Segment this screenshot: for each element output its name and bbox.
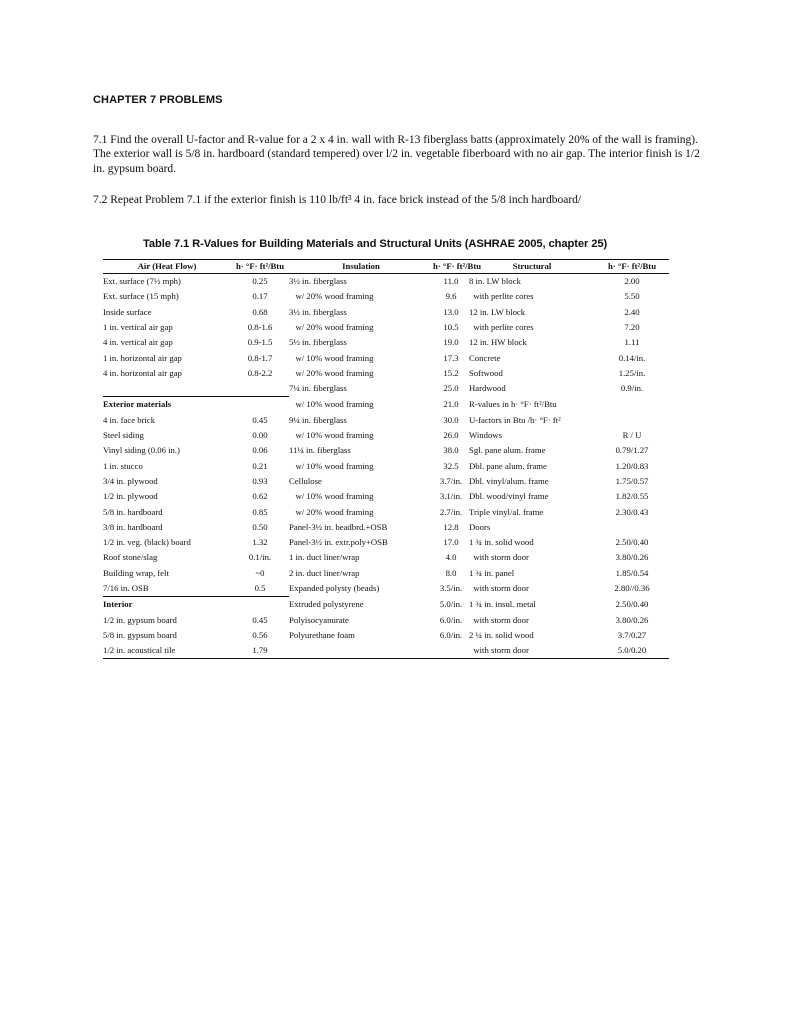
cell-structural-r-value: 2.40 <box>624 306 640 317</box>
cell-air-r-value: 0.68 <box>252 306 268 317</box>
cell-structural-r-value: 2.50/0.40 <box>615 537 649 548</box>
cell-air-material: 5/8 in. hardboard <box>103 506 163 517</box>
table-row <box>103 305 669 320</box>
cell-air-r-value: 0.00 <box>252 430 268 441</box>
header-insulation: Insulation <box>289 260 433 274</box>
cell-insulation-material: w/ 20% wood framing <box>289 291 374 302</box>
table-row <box>103 504 669 519</box>
cell-insulation-material: w/ 10% wood framing <box>289 352 374 363</box>
cell-air-r-value: 1.32 <box>252 537 268 548</box>
table-row <box>103 613 669 628</box>
header-r-unit-2: h· °F· ft²/Btu <box>433 260 469 274</box>
cell-insulation-r-value: 9.6 <box>445 291 457 302</box>
cell-insulation-material: w/ 20% wood framing <box>289 367 374 378</box>
cell-insulation-material: w/ 10% wood framing <box>289 491 374 502</box>
cell-structural-material: 2 ¼ in. solid wood <box>469 629 534 640</box>
cell-structural-material: Triple vinyl/al. frame <box>469 506 544 517</box>
cell-air-material: 1/2 in. acoustical tile <box>103 645 176 656</box>
cell-structural-r-value: 7.20 <box>624 321 640 332</box>
cell-air-r-value: 1.79 <box>252 645 268 656</box>
cell-insulation-r-value: 8.0 <box>445 567 457 578</box>
cell-insulation-material: w/ 20% wood framing <box>289 506 374 517</box>
cell-air-r-value: 0.5 <box>254 582 266 593</box>
cell-structural-r-value: 0.9/in. <box>620 383 644 394</box>
table-row <box>103 413 669 428</box>
cell-insulation-r-value: 3.1/in. <box>439 491 463 502</box>
cell-insulation-material: 3½ in. fiberglass <box>289 306 347 317</box>
header-r-unit-1: h· °F· ft²/Btu <box>231 260 289 274</box>
cell-structural-r-value: 3.80/0.26 <box>615 614 649 625</box>
cell-structural-r-value: 1.20/0.83 <box>615 460 649 471</box>
table-row <box>103 350 669 365</box>
cell-structural-r-value: 2.00 <box>624 276 640 287</box>
table-row <box>103 459 669 474</box>
table-row <box>103 320 669 335</box>
cell-insulation-r-value: 13.0 <box>443 306 459 317</box>
cell-air-r-value: 0.56 <box>252 629 268 640</box>
table-row <box>103 443 669 458</box>
cell-air-r-value: ~0 <box>255 567 265 578</box>
cell-insulation-r-value: 25.0 <box>443 383 459 394</box>
cell-insulation-material: 7¼ in. fiberglass <box>289 383 347 394</box>
cell-structural-material: Dbl. pane alum. frame <box>469 460 547 471</box>
cell-structural-material: with storm door <box>469 645 529 656</box>
cell-air-material: 3/8 in. hardboard <box>103 521 163 532</box>
cell-air-material: 1/2 in. gypsum board <box>103 614 177 625</box>
cell-air-r-value: 0.8-2.2 <box>247 367 273 378</box>
cell-structural-r-value <box>595 413 669 428</box>
cell-air-material: Exterior materials <box>103 397 231 413</box>
cell-air-material: 4 in. horizontal air gap <box>103 367 182 378</box>
cell-insulation-material: 9¼ in. fiberglass <box>289 414 347 425</box>
cell-structural-material: 1 ¾ in. panel <box>469 567 515 578</box>
cell-structural-material: Hardwood <box>469 383 506 394</box>
cell-air-r-value <box>231 381 289 397</box>
cell-structural-r-value: 3.7/0.27 <box>617 629 647 640</box>
table-row <box>103 597 669 613</box>
table-row <box>103 381 669 397</box>
cell-air-r-value <box>231 397 289 413</box>
cell-air-material <box>103 381 231 397</box>
cell-air-material: 3/4 in. plywood <box>103 475 158 486</box>
cell-structural-r-value: 1.85/0.54 <box>615 567 649 578</box>
table-header-row <box>103 260 669 274</box>
table-row <box>103 335 669 350</box>
cell-structural-material: with storm door <box>469 614 529 625</box>
cell-structural-r-value <box>595 520 669 535</box>
table-row <box>103 274 669 290</box>
cell-air-material: Vinyl siding (0.06 in.) <box>103 445 180 456</box>
cell-air-material: 1/2 in. veg. (black) board <box>103 537 191 548</box>
cell-insulation-r-value: 2.7/in. <box>439 506 463 517</box>
table-row <box>103 520 669 535</box>
cell-insulation-r-value: 10.5 <box>443 321 459 332</box>
cell-insulation-material: Polyurethane foam <box>289 629 355 640</box>
cell-insulation-r-value: 12.8 <box>443 521 459 532</box>
cell-insulation-material: Extruded polystyrene <box>289 599 364 610</box>
cell-insulation-r-value: 6.0/in. <box>439 629 463 640</box>
table-row <box>103 535 669 550</box>
cell-insulation-r-value: 3.5/in. <box>439 583 463 594</box>
cell-air-r-value: 0.21 <box>252 460 268 471</box>
cell-structural-r-value: 1.75/0.57 <box>615 475 649 486</box>
cell-air-material: 1/2 in. plywood <box>103 491 158 502</box>
cell-air-r-value: 0.9-1.5 <box>247 337 273 348</box>
table-row <box>103 289 669 304</box>
cell-air-material: 7/16 in. OSB <box>103 582 149 593</box>
cell-structural-r-value: 3.80/0.26 <box>615 552 649 563</box>
cell-air-r-value: 0.50 <box>252 521 268 532</box>
cell-air-r-value: 0.62 <box>252 491 268 502</box>
cell-air-material: 1 in. horizontal air gap <box>103 352 182 363</box>
cell-insulation-r-value: 3.7/in. <box>439 475 463 486</box>
problem-7-1: 7.1 Find the overall U-factor and R-value for a 2 x 4 in. wall with R-13 fiberglass batts (approximately 20% of the wall is framing). The exterior wall is 5/8 in. hardboard (standard tempered) over l/2 in. vegetable fiberboard with no air gap. The interior finish is 1/2 in. gypsum board. <box>93 133 700 175</box>
table-row <box>103 643 669 659</box>
cell-structural-r-value: 5.0/0.20 <box>617 645 647 656</box>
table-row <box>103 566 669 581</box>
header-structural: Structural <box>469 260 595 274</box>
cell-insulation-material: w/ 10% wood framing <box>289 399 374 410</box>
cell-structural-material: with storm door <box>469 583 529 594</box>
cell-insulation-material: Panel-3½ in. extr.poly+OSB <box>289 537 388 548</box>
cell-insulation-r-value: 17.3 <box>443 352 459 363</box>
cell-air-r-value: 0.17 <box>252 291 268 302</box>
cell-insulation-r-value: 38.0 <box>443 445 459 456</box>
cell-structural-material: with perlite cores <box>469 321 534 332</box>
cell-structural-material: 12 in. LW block <box>469 306 526 317</box>
cell-insulation-r-value: 30.0 <box>443 414 459 425</box>
cell-insulation-r-value <box>433 643 469 659</box>
cell-structural-r-value: 0.14/in. <box>618 352 646 363</box>
cell-air-material: Steel siding <box>103 430 144 441</box>
cell-air-material: 1 in. stucco <box>103 460 143 471</box>
cell-structural-r-value: 1.11 <box>624 337 640 348</box>
cell-air-r-value: 0.45 <box>252 414 268 425</box>
cell-structural-material: 1 ¾ in. insul. metal <box>469 599 536 610</box>
cell-insulation-r-value: 5.0/in. <box>439 599 463 610</box>
cell-structural-material: Dbl. vinyl/alum. frame <box>469 475 549 486</box>
cell-insulation-r-value: 17.0 <box>443 537 459 548</box>
cell-structural-material: 12 in. HW block <box>469 337 527 348</box>
table-title: Table 7.1 R-Values for Building Materials and Structural Units (ASHRAE 2005, chapter 25) <box>143 238 608 250</box>
cell-insulation-r-value: 21.0 <box>443 399 459 410</box>
cell-insulation-material: w/ 10% wood framing <box>289 430 374 441</box>
cell-structural-r-value: 1.25/in. <box>618 367 646 378</box>
cell-air-material: 5/8 in. gypsum board <box>103 629 177 640</box>
cell-structural-r-value: 5.50 <box>624 291 640 302</box>
cell-insulation-material: Expanded polysty (beads) <box>289 583 380 594</box>
cell-air-material: 4 in. face brick <box>103 414 156 425</box>
r-values-table <box>103 259 669 659</box>
cell-air-material: Building wrap, felt <box>103 567 169 578</box>
cell-air-r-value: 0.1/in. <box>248 552 272 563</box>
cell-structural-material: Softwood <box>469 367 503 378</box>
chapter-heading: CHAPTER 7 PROBLEMS <box>93 94 223 106</box>
cell-structural-r-value: 0.79/1.27 <box>615 445 649 456</box>
cell-structural-material: Sgl. pane alum. frame <box>469 445 546 456</box>
cell-air-material: Interior <box>103 597 231 613</box>
table-row <box>103 581 669 597</box>
header-r-unit-3: h· °F· ft²/Btu <box>595 260 669 274</box>
cell-structural-r-value: 2.50/0.40 <box>615 599 649 610</box>
cell-structural-material: Dbl. wood/vinyl frame <box>469 491 549 502</box>
cell-air-r-value: 0.85 <box>252 506 268 517</box>
cell-insulation-material: Polyisocyanurate <box>289 614 349 625</box>
cell-insulation-material: Cellulose <box>289 475 322 486</box>
cell-insulation-r-value: 32.5 <box>443 460 459 471</box>
cell-air-material: Inside surface <box>103 306 152 317</box>
cell-insulation-material: 5½ in. fiberglass <box>289 337 347 348</box>
cell-insulation-r-value: 6.0/in. <box>439 614 463 625</box>
cell-structural-material: 8 in. LW block <box>469 276 521 287</box>
cell-air-r-value: 0.8-1.6 <box>247 321 273 332</box>
cell-insulation-material: Panel-3½ in. beadbrd.+OSB <box>289 521 388 532</box>
cell-structural-material: with storm door <box>469 552 529 563</box>
cell-structural-material: 1 ¾ in. solid wood <box>469 537 534 548</box>
cell-insulation-material: w/ 10% wood framing <box>289 460 374 471</box>
cell-structural-r-value: 2.80//0.36 <box>614 583 650 594</box>
table-row <box>103 397 669 413</box>
cell-air-r-value: 0.45 <box>252 614 268 625</box>
cell-insulation-r-value: 11.0 <box>443 276 459 287</box>
cell-air-material: 4 in. vertical air gap <box>103 337 173 348</box>
cell-air-r-value: 0.8-1.7 <box>247 352 273 363</box>
cell-air-material: 1 in. vertical air gap <box>103 321 173 332</box>
cell-insulation-material: 3½ in. fiberglass <box>289 276 347 287</box>
cell-structural-r-value: 2.30/0.43 <box>615 506 649 517</box>
cell-insulation-material: 11¼ in. fiberglass <box>289 445 351 456</box>
cell-insulation-r-value: 19.0 <box>443 337 459 348</box>
cell-insulation-material: 2 in. duct liner/wrap <box>289 567 360 578</box>
cell-air-r-value: 0.93 <box>252 475 268 486</box>
cell-structural-material: Concrete <box>469 352 501 363</box>
cell-structural-material: Doors <box>469 521 491 532</box>
cell-air-r-value <box>231 597 289 613</box>
cell-air-material: Ext. surface (7½ mph) <box>103 276 181 287</box>
table-row <box>103 489 669 504</box>
cell-insulation-r-value: 15.2 <box>443 367 459 378</box>
cell-air-r-value: 0.25 <box>252 276 268 287</box>
cell-structural-r-value <box>595 397 669 413</box>
header-air-heat-flow: Air (Heat Flow) <box>103 260 231 274</box>
cell-insulation-material <box>289 643 433 659</box>
cell-structural-material: with perlite cores <box>469 291 534 302</box>
cell-air-material: Ext. surface (15 mph) <box>103 291 179 302</box>
table-row <box>103 474 669 489</box>
cell-structural-material: Windows <box>469 430 502 441</box>
table-row <box>103 550 669 565</box>
table-row <box>103 428 669 443</box>
cell-insulation-material: w/ 20% wood framing <box>289 321 374 332</box>
problem-7-2: 7.2 Repeat Problem 7.1 if the exterior finish is 110 lb/ft³ 4 in. face brick instead of the 5/8 inch hardboard/ <box>93 193 582 206</box>
cell-structural-r-value: 1.82/0.55 <box>615 491 649 502</box>
cell-structural-r-value: R / U <box>622 430 642 441</box>
cell-insulation-r-value: 4.0 <box>445 552 457 563</box>
cell-insulation-material: 1 in. duct liner/wrap <box>289 552 360 563</box>
cell-insulation-r-value: 26.0 <box>443 430 459 441</box>
cell-structural-material: R-values in h· °F· ft²/Btu <box>469 399 557 410</box>
table-row <box>103 366 669 381</box>
cell-air-material: Roof stone/slag <box>103 552 158 563</box>
cell-air-r-value: 0.06 <box>252 445 268 456</box>
cell-structural-material: U-factors in Btu /h· °F· ft² <box>469 414 561 425</box>
table-row <box>103 628 669 643</box>
